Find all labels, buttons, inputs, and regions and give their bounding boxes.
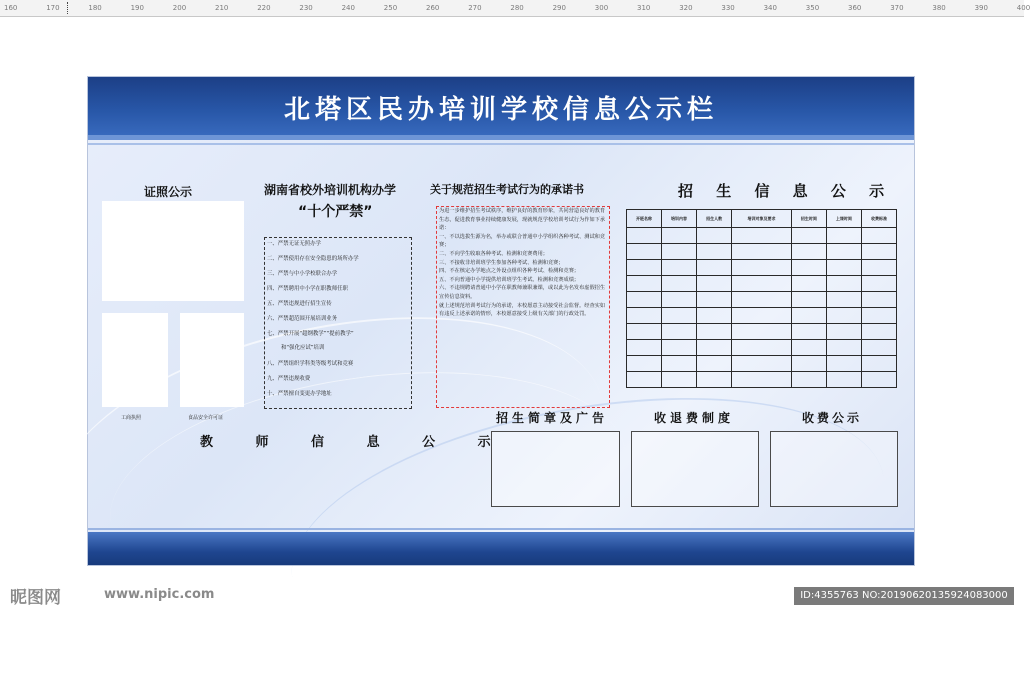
table-cell bbox=[662, 228, 697, 244]
table-cell bbox=[662, 276, 697, 292]
table-cell bbox=[826, 244, 861, 260]
table-cell bbox=[791, 276, 826, 292]
rule-item: 十、严禁擅自变更办学地址 bbox=[267, 391, 332, 397]
table-cell bbox=[662, 292, 697, 308]
table-row bbox=[627, 356, 897, 372]
table-cell bbox=[861, 372, 896, 388]
column-header: 培训内容 bbox=[662, 210, 697, 228]
pledge-paragraph: 六、不违规聘请普通中小学在职教师兼职兼课，或以此为名发布虚假招生宣传信息资料。 bbox=[439, 285, 606, 300]
table-cell bbox=[826, 228, 861, 244]
table-row bbox=[627, 244, 897, 260]
table-cell bbox=[627, 228, 662, 244]
table-cell bbox=[791, 228, 826, 244]
rules-title: 湖南省校外培训机构办学 bbox=[264, 183, 397, 197]
table-cell bbox=[861, 324, 896, 340]
table-cell bbox=[662, 324, 697, 340]
ruler-tick: 290 bbox=[552, 4, 566, 12]
notice-board bbox=[88, 77, 914, 565]
table-cell bbox=[861, 260, 896, 276]
table-cell bbox=[861, 356, 896, 372]
refund-title: 收退费制度 bbox=[654, 411, 735, 425]
table-cell bbox=[732, 276, 792, 292]
table-cell bbox=[627, 324, 662, 340]
table-cell bbox=[791, 356, 826, 372]
ruler-tick: 300 bbox=[594, 4, 609, 12]
table-cell bbox=[627, 276, 662, 292]
teacher-title: 教 师 信 息 公 示 bbox=[200, 435, 510, 450]
ruler-tick: 280 bbox=[510, 4, 524, 12]
table-row bbox=[627, 340, 897, 356]
table-cell bbox=[627, 356, 662, 372]
brochure-title: 招生简章及广告 bbox=[496, 411, 609, 425]
table-row bbox=[627, 308, 897, 324]
pledge-paragraph: 一、不以选拔生源为名，举办或联合普通中小学组织各种考试、测试和竞赛； bbox=[439, 233, 606, 249]
rule-item: 四、严禁聘用中小学在职教师任职 bbox=[267, 286, 348, 292]
column-header: 收费标准 bbox=[861, 210, 896, 228]
table-cell bbox=[826, 276, 861, 292]
table-cell bbox=[861, 340, 896, 356]
table-cell bbox=[826, 324, 861, 340]
food-permit-photo-slot bbox=[180, 313, 244, 407]
table-cell bbox=[627, 372, 662, 388]
ruler-tick: 380 bbox=[932, 4, 946, 12]
table-row bbox=[627, 276, 897, 292]
rule-item: 九、严禁违规收费 bbox=[267, 376, 311, 382]
ruler-tick: 240 bbox=[341, 4, 355, 12]
table-header-row bbox=[627, 210, 897, 228]
table-cell bbox=[791, 340, 826, 356]
table-cell bbox=[791, 324, 826, 340]
pledge-text bbox=[436, 206, 610, 408]
table-cell bbox=[697, 324, 732, 340]
table-cell bbox=[697, 276, 732, 292]
ruler-tick: 340 bbox=[763, 4, 777, 12]
cert-section-title: 证照公示 bbox=[144, 185, 193, 199]
ruler-tick: 210 bbox=[215, 4, 229, 12]
column-header: 上课时间 bbox=[826, 210, 861, 228]
rule-item: 二、严禁使用存在安全隐患的场所办学 bbox=[267, 256, 359, 262]
table-cell bbox=[826, 340, 861, 356]
table-cell bbox=[861, 308, 896, 324]
table-row bbox=[627, 260, 897, 276]
table-cell bbox=[732, 340, 792, 356]
table-row bbox=[627, 372, 897, 388]
image-id-label: ID:4355763 NO:20190620135924083000 bbox=[794, 587, 1014, 605]
column-header: 开班名称 bbox=[627, 210, 662, 228]
ruler-tick: 370 bbox=[890, 4, 904, 12]
cert-photo-slot bbox=[102, 201, 244, 301]
table-cell bbox=[697, 372, 732, 388]
table-cell bbox=[697, 292, 732, 308]
pledge-paragraph: 五、不向普通中小学提供培训班学生考试、检测和竞赛成绩； bbox=[439, 276, 580, 283]
board-header bbox=[88, 77, 914, 139]
ruler-tick: 160 bbox=[4, 4, 18, 12]
table-cell bbox=[732, 324, 792, 340]
rule-item: 六、严禁超范围开展培训业务 bbox=[267, 316, 338, 322]
column-header: 招生人数 bbox=[697, 210, 732, 228]
table-cell bbox=[791, 372, 826, 388]
ruler-tick: 200 bbox=[172, 4, 187, 12]
ruler bbox=[0, 0, 1030, 17]
rule-item: 三、严禁与中小学校联合办学 bbox=[267, 271, 338, 277]
ruler-tick: 390 bbox=[974, 4, 988, 12]
ruler-tick: 310 bbox=[637, 4, 651, 12]
board-footer bbox=[88, 532, 914, 565]
table-cell bbox=[697, 356, 732, 372]
rules-list bbox=[264, 237, 412, 409]
food-permit-caption: 食品安全许可证 bbox=[188, 415, 224, 421]
table-cell bbox=[697, 308, 732, 324]
table-cell bbox=[627, 260, 662, 276]
pledge-paragraph: 三、不接收非培训班学生参加各种考试、检测和竞赛； bbox=[439, 259, 564, 266]
ruler-tick: 330 bbox=[721, 4, 735, 12]
table-cell bbox=[791, 292, 826, 308]
table-cell bbox=[662, 308, 697, 324]
rule-item: 和“强化应试”培训 bbox=[281, 345, 325, 351]
table-cell bbox=[732, 308, 792, 324]
table-cell bbox=[662, 244, 697, 260]
table-cell bbox=[826, 292, 861, 308]
table-cell bbox=[662, 356, 697, 372]
header-band bbox=[88, 143, 914, 145]
ruler-tick: 320 bbox=[679, 4, 693, 12]
pledge-paragraph: 四、不在核定办学地点之外设点组织各种考试、检测和竞赛； bbox=[439, 268, 580, 275]
table-cell bbox=[791, 308, 826, 324]
table-row bbox=[627, 324, 897, 340]
nipic-logo: 昵图网 bbox=[10, 588, 61, 608]
board-title: 北塔区民办培训学校信息公示栏 bbox=[283, 95, 718, 125]
table-cell bbox=[697, 340, 732, 356]
rule-item: 五、严禁违规进行招生宣传 bbox=[267, 301, 332, 307]
table-cell bbox=[826, 260, 861, 276]
pledge-paragraph: 二、不向学生收取各种考试、检测和竞赛费用； bbox=[439, 250, 548, 257]
table-cell bbox=[732, 228, 792, 244]
ruler-tick: 260 bbox=[426, 4, 440, 12]
table-cell bbox=[861, 244, 896, 260]
table-cell bbox=[732, 244, 792, 260]
rules-subtitle: “十个严禁” bbox=[298, 204, 373, 220]
license-caption: 工商执照 bbox=[121, 415, 142, 421]
table-cell bbox=[791, 260, 826, 276]
table-cell bbox=[627, 308, 662, 324]
table-cell bbox=[826, 308, 861, 324]
table-cell bbox=[627, 292, 662, 308]
ruler-tick: 360 bbox=[848, 4, 862, 12]
enroll-table bbox=[626, 209, 897, 388]
ruler-tick: 180 bbox=[88, 4, 102, 12]
ruler-tick: 170 bbox=[46, 4, 60, 12]
table-cell bbox=[627, 340, 662, 356]
table-cell bbox=[732, 292, 792, 308]
table-row bbox=[627, 228, 897, 244]
table-cell bbox=[732, 372, 792, 388]
table-cell bbox=[732, 356, 792, 372]
table-cell bbox=[697, 244, 732, 260]
canvas bbox=[0, 17, 1024, 577]
ruler-tick: 190 bbox=[130, 4, 144, 12]
nipic-url: www.nipic.com bbox=[104, 587, 215, 602]
table-cell bbox=[826, 372, 861, 388]
table-cell bbox=[662, 372, 697, 388]
pledge-paragraph: 就上述规范培训考试行为的承诺，本校愿意主动接受社会监督。经查实如有违反上述承诺的情形，本校愿意接受上级有关部门的行政处罚。 bbox=[439, 302, 606, 318]
rule-item: 一、严禁无证无照办学 bbox=[267, 241, 321, 247]
rule-item: 八、严禁组织学科类等级考试和竞赛 bbox=[267, 361, 354, 367]
footer-line bbox=[88, 528, 914, 530]
ruler-tick: 230 bbox=[299, 4, 313, 12]
ruler-tick: 400 bbox=[1016, 4, 1030, 12]
license-photo-slot bbox=[102, 313, 168, 407]
pledge-paragraph: 为进一步维护招生考试秩序，维护良好的教育形象，共同营造良好的教育生态，促进教育事业持续健康发展，现就规范学校培训考试行为作如下承诺： bbox=[439, 208, 606, 232]
table-row bbox=[627, 292, 897, 308]
fee-title: 收费公示 bbox=[802, 411, 863, 425]
enroll-title: 招 生 信 息 公 示 bbox=[678, 182, 894, 200]
refund-slot bbox=[631, 431, 759, 507]
brochure-slot bbox=[491, 431, 620, 507]
table-cell bbox=[861, 276, 896, 292]
pledge-title: 关于规范招生考试行为的承诺书 bbox=[430, 183, 584, 196]
table-cell bbox=[861, 228, 896, 244]
table-cell bbox=[627, 244, 662, 260]
table-cell bbox=[861, 292, 896, 308]
watermark-bar bbox=[0, 577, 1024, 617]
table-cell bbox=[826, 356, 861, 372]
header-band bbox=[88, 135, 914, 140]
table-cell bbox=[662, 340, 697, 356]
table-cell bbox=[697, 260, 732, 276]
ruler-guide bbox=[67, 2, 69, 14]
ruler-tick: 350 bbox=[805, 4, 820, 12]
column-header: 培训对象及要求 bbox=[732, 210, 792, 228]
table-cell bbox=[662, 260, 697, 276]
table-cell bbox=[791, 244, 826, 260]
column-header: 招生时间 bbox=[791, 210, 826, 228]
rule-item: 七、严禁开展“超纲教学”“提前教学” bbox=[267, 331, 354, 337]
ruler-tick: 250 bbox=[383, 4, 398, 12]
fee-slot bbox=[770, 431, 898, 507]
ruler-tick: 270 bbox=[468, 4, 482, 12]
ruler-tick: 220 bbox=[257, 4, 271, 12]
table-cell bbox=[732, 260, 792, 276]
table-cell bbox=[697, 228, 732, 244]
